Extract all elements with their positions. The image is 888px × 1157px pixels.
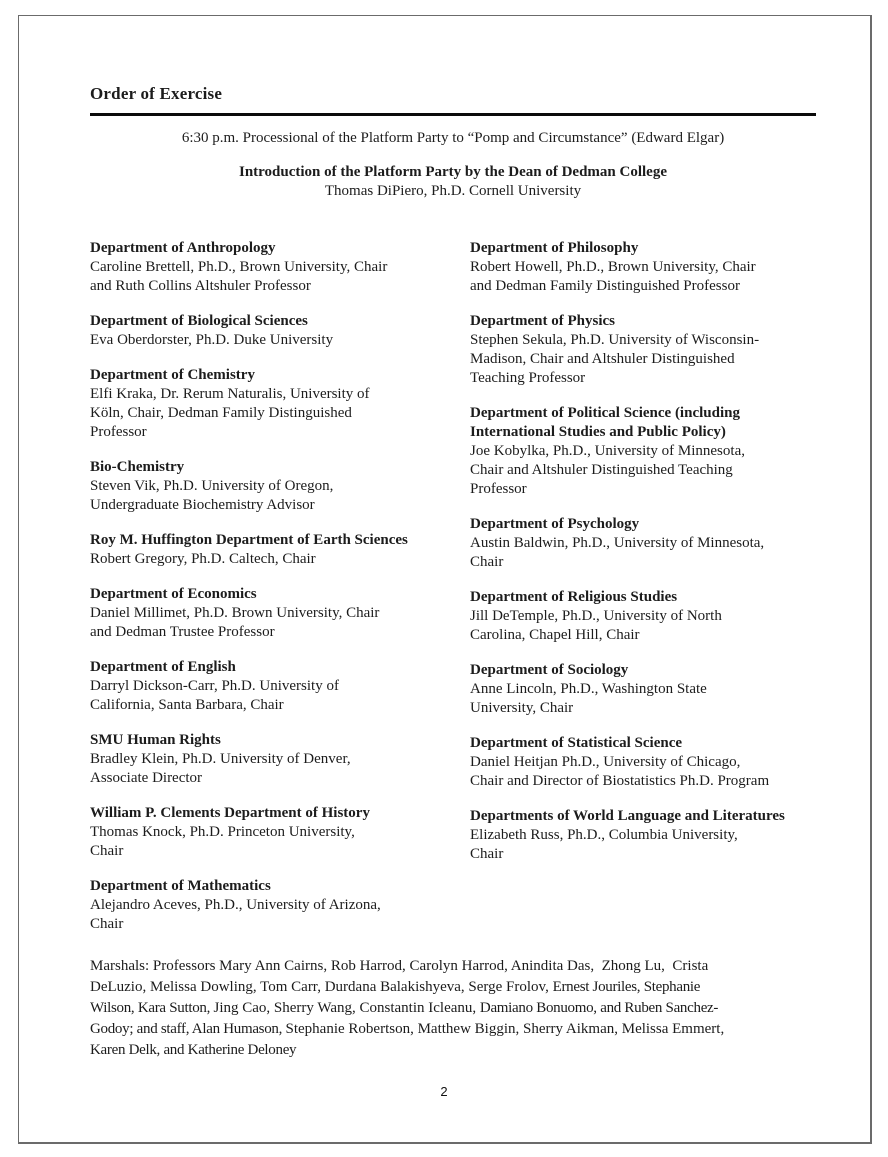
department-detail-line: Austin Baldwin, Ph.D., University of Minnesota, [470,535,765,551]
department-detail-line: and Dedman Family Distinguished Professor [470,278,740,294]
department-detail-line: Jill DeTemple, Ph.D., University of North [470,608,722,624]
department-heading-line: Department of Statistical Science [470,735,683,751]
department-detail-line: Teaching Professor [470,370,586,386]
department-detail-line: Anne Lincoln, Ph.D., Washington State [470,681,707,697]
department-entry [470,734,816,791]
department-detail-line: Bradley Klein, Ph.D. University of Denver, [90,751,351,767]
department-heading-line: International Studies and Public Policy) [470,424,726,440]
marshals-line [90,998,816,1019]
department-detail-line: Joe Kobylka, Ph.D., University of Minnesota, [470,443,745,459]
department-heading-line: Department of Psychology [470,516,640,532]
department-heading-line: Department of Biological Sciences [90,313,308,329]
department-detail-line: Associate Director [90,770,203,786]
department-heading-line: Department of Mathematics [90,878,271,894]
ceremony-header [90,129,816,201]
department-detail-line: Professor [90,424,147,440]
department-detail-line: California, Santa Barbara, Chair [90,697,284,713]
department-entry [90,585,470,642]
department-detail-line: Chair [470,554,504,570]
department-heading-line: Department of Sociology [470,662,629,678]
department-detail-line: Chair and Altshuler Distinguished Teaching [470,462,733,478]
department-detail-line: Chair and Director of Biostatistics Ph.D. Program [470,773,770,789]
department-entry [470,312,816,388]
department-detail-line: Undergraduate Biochemistry Advisor [90,497,315,513]
department-heading-line: Department of Anthropology [90,240,276,256]
department-detail-line: and Ruth Collins Altshuler Professor [90,278,311,294]
department-detail-line: Elizabeth Russ, Ph.D., Columbia University, [470,827,738,843]
department-detail-line: Madison, Chair and Altshuler Distinguished [470,351,735,367]
marshals-segment: Wilson, Kara Sutton, [90,1000,214,1016]
department-detail-line: Darryl Dickson-Carr, Ph.D. University of [90,678,339,694]
marshals-line [90,1019,816,1040]
department-detail-line: Robert Howell, Ph.D., Brown University, Chair [470,259,756,275]
department-detail-line: Caroline Brettell, Ph.D., Brown University, Chair [90,259,388,275]
marshals-segment: Godoy; and staff, Alan Humason, [90,1021,286,1037]
title-divider [90,113,816,116]
department-heading-line: Department of Chemistry [90,367,255,383]
processional-line: 6:30 p.m. Processional of the Platform Party to “Pomp and Circumstance” (Edward Elgar) [181,130,725,146]
department-entry [470,404,816,499]
introduction-line: Introduction of the Platform Party by the Dean of Dedman College [238,164,667,180]
department-heading-line: Department of Physics [470,313,615,329]
marshals-line [90,1040,816,1061]
marshals-segment: DeLuzio, Melissa Dowling, Tom Carr, Durdana Balakishyeva, Serge Frolov, [90,979,553,995]
department-detail-line: Professor [470,481,527,497]
department-column-right [470,239,816,880]
department-heading-line: Department of Philosophy [470,240,639,256]
marshals-line [90,977,816,998]
department-heading-line: Department of Economics [90,586,257,602]
department-detail-line: Elfi Kraka, Dr. Rerum Naturalis, University of [90,386,370,402]
department-detail-line: Chair [470,846,504,862]
department-detail-line: Köln, Chair, Dedman Family Distinguished [90,405,352,421]
department-detail-line: Daniel Heitjan Ph.D., University of Chicago, [470,754,741,770]
page-content [90,84,816,1061]
department-heading-line: Departments of World Language and Literatures [470,808,785,824]
department-detail-line: Steven Vik, Ph.D. University of Oregon, [90,478,334,494]
department-entry [90,804,470,861]
dean-line: Thomas DiPiero, Ph.D. Cornell University [324,183,582,199]
department-entry [90,312,470,350]
department-entry [90,531,470,569]
department-detail-line: Carolina, Chapel Hill, Chair [470,627,640,643]
department-entry [470,661,816,718]
department-heading-line: Department of English [90,659,236,675]
page-title: Order of Exercise [90,84,223,103]
department-entry [90,877,470,934]
department-heading-line: Bio-Chemistry [90,459,185,475]
marshals-segment: Damiano Bonuomo, and Ruben Sanchez- [479,1000,719,1016]
department-detail-line: University, Chair [470,700,574,716]
marshals-line [90,956,816,977]
department-heading-line: William P. Clements Department of History [90,805,370,821]
department-entry [90,731,470,788]
department-detail-line: Stephen Sekula, Ph.D. University of Wisconsin- [470,332,760,348]
department-entry [470,807,816,864]
department-detail-line: Daniel Millimet, Ph.D. Brown University, Chair [90,605,380,621]
department-entry [470,515,816,572]
department-column-left [90,239,470,950]
department-heading-line: Department of Religious Studies [470,589,678,605]
marshals-paragraph [90,956,816,1061]
marshals-segment: Karen Delk, and Katherine Deloney [90,1042,297,1058]
department-entry [470,239,816,296]
department-entry [90,458,470,515]
department-detail-line: Robert Gregory, Ph.D. Caltech, Chair [90,551,316,567]
department-detail-line: Alejandro Aceves, Ph.D., University of Arizona, [90,897,381,913]
department-entry [90,239,470,296]
department-heading-line: SMU Human Rights [90,732,221,748]
department-heading-line: Department of Political Science (including [470,405,740,421]
department-entry [90,658,470,715]
department-detail-line: Chair [90,916,124,932]
marshals-segment: Marshals: Professors Mary Ann Cairns, Rob Harrod, Carolyn Harrod, Anindita Das, Zhong Lu, Crista [90,958,709,974]
department-detail-line: Chair [90,843,124,859]
department-detail-line: Eva Oberdorster, Ph.D. Duke University [90,332,334,348]
department-detail-line: and Dedman Trustee Professor [90,624,275,640]
department-entry [90,366,470,442]
page-number: 2 [440,1084,448,1099]
department-detail-line: Thomas Knock, Ph.D. Princeton University, [90,824,355,840]
department-entry [470,588,816,645]
marshals-segment: Stephanie Robertson, Matthew Biggin, Sherry Aikman, Melissa Emmert, [285,1021,725,1037]
department-heading-line: Roy M. Huffington Department of Earth Sciences [90,532,408,548]
marshals-segment: Jing Cao, Sherry Wang, Constantin Icleanu, [213,1000,480,1016]
department-columns [90,239,816,950]
marshals-segment: Ernest Jouriles, Stephanie [552,979,701,995]
